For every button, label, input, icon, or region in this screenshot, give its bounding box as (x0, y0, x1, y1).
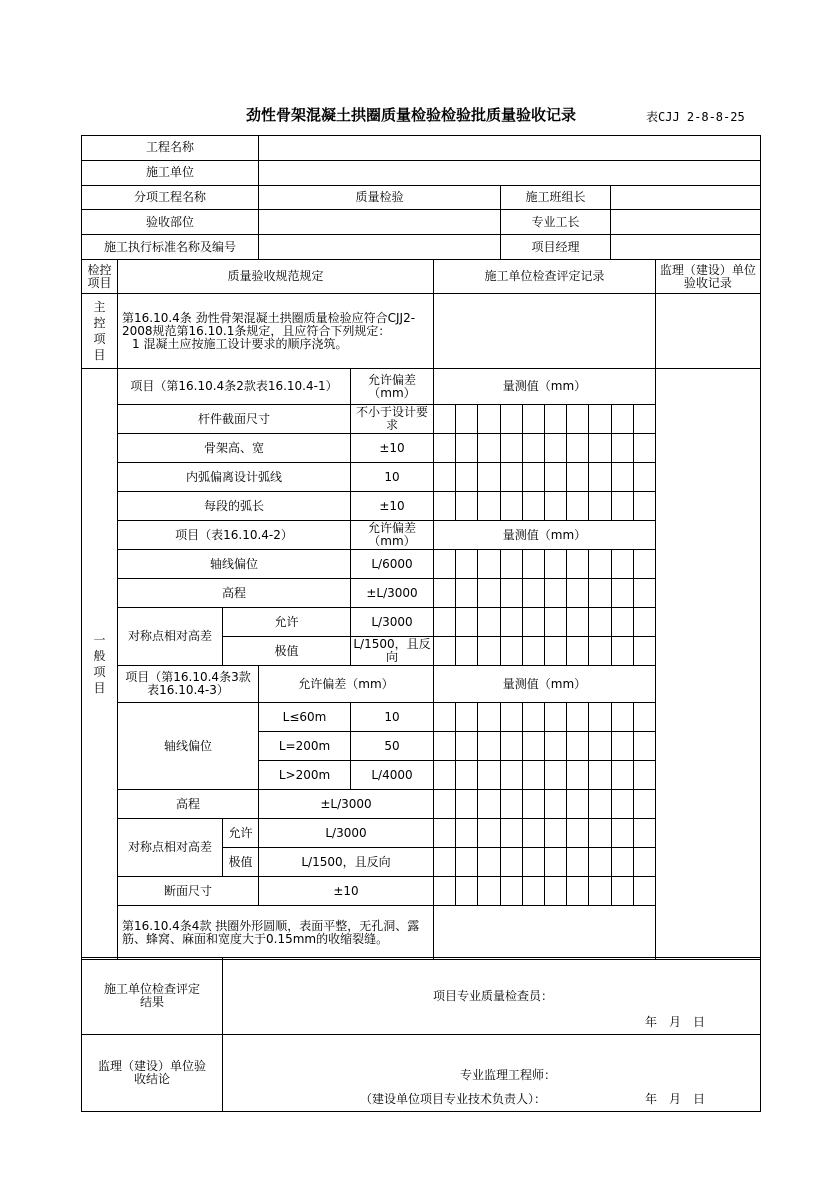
row-name: 对称点相对高差 (118, 819, 223, 877)
measurement-cell[interactable] (478, 761, 500, 790)
measurement-cell[interactable] (567, 732, 589, 761)
row-sub: 允许 (223, 608, 351, 637)
measurement-cell[interactable] (544, 492, 566, 521)
date-label: 年 月 日 (645, 1015, 706, 1029)
main-control-record[interactable] (434, 294, 656, 369)
measurement-cell[interactable] (589, 405, 611, 434)
row-tol: L/1500，且反向 (351, 637, 434, 666)
row-tol: ±L/3000 (351, 579, 434, 608)
measurement-cell[interactable] (500, 877, 522, 906)
measurement-cell[interactable] (633, 405, 655, 434)
measurement-cell[interactable] (522, 761, 544, 790)
measurement-cell[interactable] (544, 637, 566, 666)
measurement-cell[interactable] (478, 579, 500, 608)
row-cond: L≤60m (259, 703, 351, 732)
row-tol: 10 (351, 463, 434, 492)
measurement-cell[interactable] (478, 790, 500, 819)
general-supervisor[interactable] (655, 369, 760, 960)
measurement-cell[interactable] (522, 637, 544, 666)
measurement-cell[interactable] (500, 637, 522, 666)
measurement-cell[interactable] (633, 434, 655, 463)
measurement-cell[interactable] (633, 492, 655, 521)
measurement-cell[interactable] (544, 405, 566, 434)
measurement-cell[interactable] (478, 550, 500, 579)
measurement-cell[interactable] (567, 790, 589, 819)
inspector-label: 项目专业质量检查员： (433, 989, 554, 1003)
measurement-cell[interactable] (522, 405, 544, 434)
measurement-cell[interactable] (456, 877, 478, 906)
measurement-cell[interactable] (456, 550, 478, 579)
contractor-result-label: 施工单位检查评定结果 (82, 958, 223, 1035)
measurement-cell[interactable] (633, 608, 655, 637)
measurement-cell[interactable] (434, 492, 456, 521)
measurement-cell[interactable] (478, 637, 500, 666)
measurement-cell[interactable] (567, 848, 589, 877)
measurement-cell[interactable] (478, 492, 500, 521)
row-tol: ±10 (351, 492, 434, 521)
measurement-cell[interactable] (434, 608, 456, 637)
measurement-cell[interactable] (544, 550, 566, 579)
measurement-cell[interactable] (589, 579, 611, 608)
contractor-result-field[interactable] (223, 958, 761, 1035)
row-name: 轴线偏位 (118, 703, 259, 790)
row-name: 对称点相对高差 (118, 608, 223, 666)
measurement-cell[interactable] (589, 732, 611, 761)
measurement-cell[interactable] (500, 703, 522, 732)
field-sub-project[interactable]: 质量检验 (259, 185, 501, 210)
label-sub-project: 分项工程名称 (82, 185, 259, 210)
row-sub: 允许 (223, 819, 259, 848)
row-name: 高程 (118, 790, 259, 819)
measurement-cell[interactable] (633, 703, 655, 732)
page-title: 劲性骨架混凝土拱圈质量检验检验批质量验收记录 (246, 106, 577, 124)
measurement-cell[interactable] (633, 732, 655, 761)
row-cond: L=200m (259, 732, 351, 761)
measurement-cell[interactable] (434, 579, 456, 608)
measurement-cell[interactable] (611, 761, 633, 790)
measurement-cell[interactable] (434, 703, 456, 732)
measurement-cell[interactable] (456, 732, 478, 761)
measurement-cell[interactable] (633, 463, 655, 492)
measurement-cell[interactable] (434, 848, 456, 877)
form-code: 表CJJ 2-8-8-25 (646, 110, 745, 124)
measurement-cell[interactable] (500, 434, 522, 463)
measurement-cell[interactable] (456, 761, 478, 790)
label-project-name: 工程名称 (82, 136, 259, 161)
measurement-cell[interactable] (567, 550, 589, 579)
row-tol: 50 (351, 732, 434, 761)
measurement-cell[interactable] (611, 550, 633, 579)
measurement-cell[interactable] (522, 703, 544, 732)
date-label: 年 月 日 (645, 1092, 706, 1106)
row-cond: L>200m (259, 761, 351, 790)
row-name: 断面尺寸 (118, 877, 259, 906)
measurement-cell[interactable] (500, 761, 522, 790)
header-table (81, 135, 761, 260)
main-control-item1: 1 混凝土应按施工设计要求的顺序浇筑。 (132, 336, 348, 351)
measurement-cell[interactable] (522, 550, 544, 579)
measurement-cell[interactable] (567, 761, 589, 790)
measurement-cell[interactable] (456, 405, 478, 434)
measurement-cell[interactable] (434, 550, 456, 579)
measurement-cell[interactable] (522, 492, 544, 521)
measurement-cell[interactable] (567, 463, 589, 492)
measurement-cell[interactable] (567, 434, 589, 463)
row-tol: ±L/3000 (259, 790, 434, 819)
measurement-cell[interactable] (500, 608, 522, 637)
measurement-cell[interactable] (633, 819, 655, 848)
measurement-cell[interactable] (633, 579, 655, 608)
measurement-cell[interactable] (589, 877, 611, 906)
measurement-cell[interactable] (589, 550, 611, 579)
measurement-cell[interactable] (611, 877, 633, 906)
measurement-cell[interactable] (611, 579, 633, 608)
note-record[interactable] (434, 906, 656, 960)
measurement-cell[interactable] (589, 848, 611, 877)
measurement-cell[interactable] (456, 703, 478, 732)
measurement-cell[interactable] (589, 819, 611, 848)
field-project-name[interactable] (259, 136, 761, 161)
row-tol: L/1500，且反向 (259, 848, 434, 877)
measurement-cell[interactable] (500, 848, 522, 877)
row-name: 杆件截面尺寸 (118, 405, 351, 434)
measurement-cell[interactable] (456, 434, 478, 463)
t1-item-header: 项目（第16.10.4条2款表16.10.4-1） (118, 369, 351, 405)
row-name: 骨架高、宽 (118, 434, 351, 463)
measurement-cell[interactable] (611, 405, 633, 434)
col-contractor-record: 施工单位检查评定记录 (434, 260, 656, 294)
measurement-cell[interactable] (611, 703, 633, 732)
row-sub: 极值 (223, 848, 259, 877)
general-note: 第16.10.4条4款 拱圈外形圆顺，表面平整，无孔洞、露筋、蜂窝、麻面和宽度大于0.15mm的收缩裂缝。 (118, 906, 434, 960)
measurement-cell[interactable] (434, 790, 456, 819)
measurement-cell[interactable] (434, 732, 456, 761)
measurement-cell[interactable] (434, 637, 456, 666)
col-spec: 质量验收规范规定 (118, 260, 434, 294)
measurement-cell[interactable] (544, 732, 566, 761)
label-project-manager: 项目经理 (501, 235, 611, 260)
t1-tol-header: 允许偏差（mm） (351, 369, 434, 405)
field-team-leader[interactable] (611, 185, 761, 210)
measurement-cell[interactable] (611, 790, 633, 819)
measurement-cell[interactable] (500, 550, 522, 579)
row-tol: L/4000 (351, 761, 434, 790)
label-standard: 施工执行标准名称及编号 (82, 235, 259, 260)
measurement-cell[interactable] (434, 434, 456, 463)
measurement-cell[interactable] (611, 463, 633, 492)
measurement-cell[interactable] (589, 637, 611, 666)
measurement-cell[interactable] (478, 819, 500, 848)
measurement-cell[interactable] (456, 790, 478, 819)
measurement-cell[interactable] (567, 579, 589, 608)
general-label: 一 般 项 目 (82, 369, 118, 960)
measurement-cell[interactable] (544, 877, 566, 906)
measurement-cell[interactable] (500, 732, 522, 761)
measurement-cell[interactable] (633, 550, 655, 579)
main-control-spec (118, 294, 434, 369)
measurement-cell[interactable] (522, 732, 544, 761)
measurement-cell[interactable] (500, 492, 522, 521)
measurement-cell[interactable] (522, 463, 544, 492)
measurement-cell[interactable] (478, 434, 500, 463)
row-sub: 极值 (223, 637, 351, 666)
field-acceptance-part[interactable] (259, 210, 501, 235)
row-tol: 不小于设计要求 (351, 405, 434, 434)
row-tol: ±10 (351, 434, 434, 463)
measurement-cell[interactable] (478, 405, 500, 434)
measurement-cell[interactable] (544, 848, 566, 877)
measurement-cell[interactable] (611, 637, 633, 666)
measurement-cell[interactable] (611, 608, 633, 637)
measurement-cell[interactable] (456, 492, 478, 521)
field-standard[interactable] (259, 235, 501, 260)
supervisor-conclusion-field[interactable] (223, 1035, 761, 1112)
measurement-cell[interactable] (589, 703, 611, 732)
measurement-cell[interactable] (456, 637, 478, 666)
measurement-cell[interactable] (611, 848, 633, 877)
col-supervisor-record: 监理（建设）单位验收记录 (655, 260, 760, 294)
row-tol: L/3000 (259, 819, 434, 848)
measurement-cell[interactable] (500, 790, 522, 819)
measurement-cell[interactable] (633, 761, 655, 790)
t2-item-header: 项目（表16.10.4-2） (118, 521, 351, 550)
measurement-cell[interactable] (478, 848, 500, 877)
measurement-cell[interactable] (544, 434, 566, 463)
measurement-cell[interactable] (478, 732, 500, 761)
engineer-label: 专业监理工程师： (460, 1068, 557, 1082)
row-name: 高程 (118, 579, 351, 608)
measurement-cell[interactable] (522, 608, 544, 637)
measurement-cell[interactable] (522, 877, 544, 906)
col-check-item: 检控项目 (82, 260, 118, 294)
footer-table (81, 957, 761, 1112)
measurement-cell[interactable] (567, 608, 589, 637)
inspection-table (81, 259, 761, 960)
measurement-cell[interactable] (456, 579, 478, 608)
measurement-cell[interactable] (456, 463, 478, 492)
measurement-cell[interactable] (500, 819, 522, 848)
measurement-cell[interactable] (544, 703, 566, 732)
measurement-cell[interactable] (434, 463, 456, 492)
measurement-cell[interactable] (544, 790, 566, 819)
measurement-cell[interactable] (434, 761, 456, 790)
label-construction-unit: 施工单位 (82, 160, 259, 185)
measurement-cell[interactable] (567, 492, 589, 521)
measurement-cell[interactable] (500, 579, 522, 608)
measurement-cell[interactable] (478, 703, 500, 732)
measurement-cell[interactable] (456, 848, 478, 877)
measurement-cell[interactable] (589, 492, 611, 521)
measurement-cell[interactable] (589, 790, 611, 819)
measurement-cell[interactable] (434, 819, 456, 848)
supervisor-conclusion-label: 监理（建设）单位验收结论 (82, 1035, 223, 1112)
t2-tol-header: 允许偏差（mm） (351, 521, 434, 550)
measurement-cell[interactable] (567, 703, 589, 732)
label-foreman: 专业工长 (501, 210, 611, 235)
measurement-cell[interactable] (456, 819, 478, 848)
measurement-cell[interactable] (544, 761, 566, 790)
measurement-cell[interactable] (478, 877, 500, 906)
measurement-cell[interactable] (633, 848, 655, 877)
measurement-cell[interactable] (589, 761, 611, 790)
row-name: 内弧偏离设计弧线 (118, 463, 351, 492)
measurement-cell[interactable] (522, 579, 544, 608)
measurement-cell[interactable] (633, 637, 655, 666)
t3-meas-header: 量测值（mm） (434, 666, 656, 703)
owner-rep-label: （建设单位项目专业技术负责人）： (360, 1092, 547, 1106)
measurement-cell[interactable] (611, 819, 633, 848)
measurement-cell[interactable] (544, 819, 566, 848)
row-name: 每段的弧长 (118, 492, 351, 521)
t3-item-header: 项目（第16.10.4条3款表16.10.4-3） (118, 666, 259, 703)
row-tol: 10 (351, 703, 434, 732)
measurement-cell[interactable] (522, 434, 544, 463)
measurement-cell[interactable] (544, 579, 566, 608)
main-control-supervisor[interactable] (655, 294, 760, 369)
row-tol: ±10 (259, 877, 434, 906)
measurement-cell[interactable] (522, 848, 544, 877)
measurement-cell[interactable] (522, 790, 544, 819)
measurement-cell[interactable] (478, 463, 500, 492)
measurement-cell[interactable] (611, 492, 633, 521)
t3-tol-header: 允许偏差（mm） (259, 666, 434, 703)
measurement-cell[interactable] (567, 637, 589, 666)
measurement-cell[interactable] (589, 463, 611, 492)
t2-meas-header: 量测值（mm） (434, 521, 656, 550)
measurement-cell[interactable] (500, 405, 522, 434)
field-project-manager[interactable] (611, 235, 761, 260)
field-foreman[interactable] (611, 210, 761, 235)
row-tol: L/6000 (351, 550, 434, 579)
main-control-label: 主 控 项 目 (82, 294, 118, 369)
measurement-cell[interactable] (434, 877, 456, 906)
row-name: 轴线偏位 (118, 550, 351, 579)
measurement-cell[interactable] (633, 877, 655, 906)
measurement-cell[interactable] (478, 608, 500, 637)
measurement-cell[interactable] (633, 790, 655, 819)
measurement-cell[interactable] (567, 405, 589, 434)
measurement-cell[interactable] (567, 819, 589, 848)
row-tol: L/3000 (351, 608, 434, 637)
measurement-cell[interactable] (611, 434, 633, 463)
measurement-cell[interactable] (522, 819, 544, 848)
measurement-cell[interactable] (589, 608, 611, 637)
measurement-cell[interactable] (567, 877, 589, 906)
measurement-cell[interactable] (589, 434, 611, 463)
label-team-leader: 施工班组长 (501, 185, 611, 210)
field-construction-unit[interactable] (259, 160, 761, 185)
measurement-cell[interactable] (456, 608, 478, 637)
measurement-cell[interactable] (500, 463, 522, 492)
measurement-cell[interactable] (434, 405, 456, 434)
measurement-cell[interactable] (611, 732, 633, 761)
main-control-text: 第16.10.4条 劲性骨架混凝土拱圈质量检验应符合CJJ2-2008规范第16.10.1条规定，且应符合下列规定： (122, 310, 416, 338)
measurement-cell[interactable] (544, 608, 566, 637)
measurement-cell[interactable] (544, 463, 566, 492)
label-acceptance-part: 验收部位 (82, 210, 259, 235)
t1-meas-header: 量测值（mm） (434, 369, 656, 405)
